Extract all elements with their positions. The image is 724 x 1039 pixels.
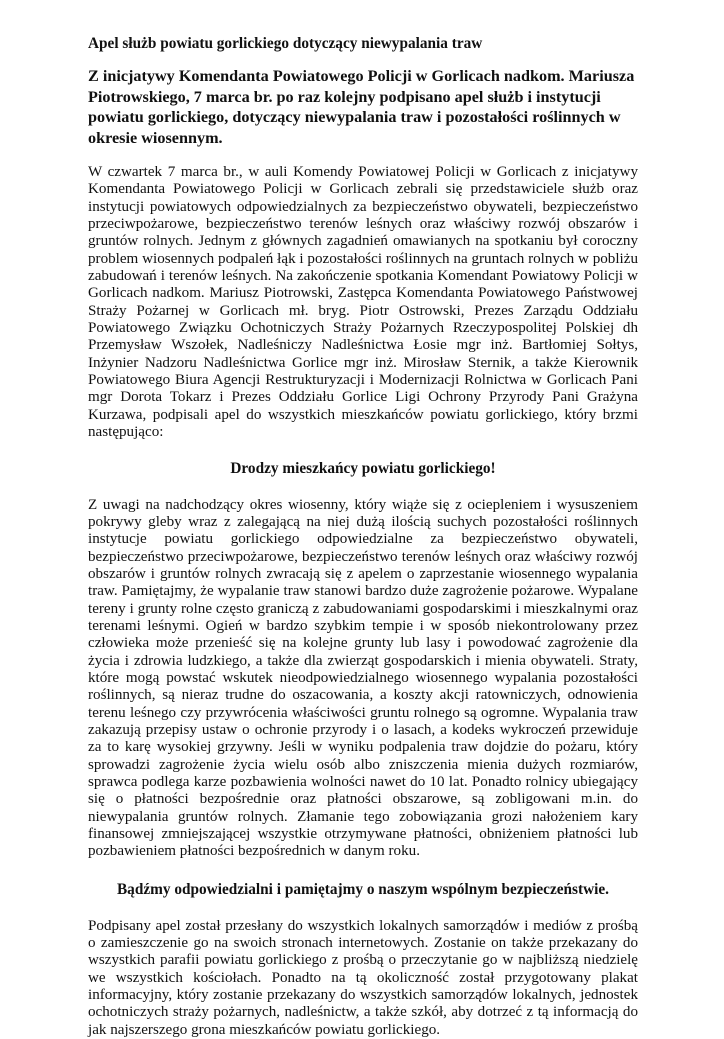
appeal-salutation: Drodzy mieszkańcy powiatu gorlickiego!	[230, 459, 496, 477]
lead-paragraph: Z inicjatywy Komendanta Powiatowego Policji w Gorlicach nadkom. Mariusza Piotrowskiego, 7 marca br. po raz kolejny podpisano apel służb i instytucji powiatu gorlickiego, dotyczący niewypalania traw i pozostałości roślinnych w okresie wiosennym.	[88, 67, 635, 147]
document-title: Apel służb powiatu gorlickiego dotyczący niewypalania traw	[88, 35, 483, 52]
body-paragraph-appeal: Z uwagi na nadchodzący okres wiosenny, który wiąże się z ociepleniem i wysuszeniem pokrywy gleby wraz z zalegającą na niej dużą ilością suchych pozostałości roślinnych instytucje powiatu gorlickiego odpowiedzialne za bezpieczeństwo obywateli, bezpieczeństwo przeciwpożarowe, bezpieczeństwo terenów leśnych oraz właściwy rozwój obszarów i gruntów rolnych zwracają się z apelem o zaprzestanie wiosennego wypalania traw. Pamiętajmy, że wypalanie traw stanowi bardzo duże zagrożenie pożarowe. Wypalane tereny i grunty rolne często graniczą z zabudowaniami gospodarskimi i mieszkalnymi oraz terenami leśnymi. Ogień w bardzo szybkim tempie i w sposób niekontrolowany przez człowieka może przenieść się na kolejne grunty lub lasy i powodować zagrożenie dla życia i zdrowia ludzkiego, a także dla zwierząt gospodarskich i mienia obywateli. Straty, które mogą powstać wskutek nieodpowiedzialnego wiosennego wypalania pozostałości roślinnych, są nieraz trudne do oszacowania, a koszty akcji ratowniczych, odnowienia terenu leśnego czy przywrócenia właściwości gruntu rolnego są ogromne. Wypalania traw zakazują przepisy ustaw o ochronie przyrody i o lasach, a kodeks wykroczeń przewiduje za to karę wysokiej grzywny. Jeśli w wyniku podpalenia traw dojdzie do pożaru, który sprowadzi zagrożenie życia wielu osób albo zniszczenia mienia dużych rozmiarów, sprawca podlega karze pozbawienia wolności nawet do 10 lat. Ponadto rolnicy ubiegający się o płatności bezpośrednie oraz płatności obszarowe, są zobligowani m.in. do niewypalania gruntów rolnych. Złamanie tego zobowiązania grozi nałożeniem kary finansowej zmniejszającej wszystkie otrzymywane płatności, obniżeniem płatności lub pozbawieniem płatności bezpośrednich w danym roku.	[88, 496, 638, 860]
body-paragraph-meeting: W czwartek 7 marca br., w auli Komendy Powiatowej Policji w Gorlicach z inicjatywy Komendanta Powiatowego Policji w Gorlicach zebrali się przedstawiciele służb oraz instytucji powiatowych odpowiedzialnych za bezpieczeństwo obywateli, bezpieczeństwo przeciwpożarowe, bezpieczeństwo terenów leśnych oraz właściwy rozwój obszarów i gruntów rolnych. Jednym z głównych zagadnień omawianych na spotkaniu był coroczny problem wiosennych podpaleń łąk i pozostałości roślinnych na gruntach rolnych w pobliżu zabudowań i terenów leśnych. Na zakończenie spotkania Komendant Powiatowy Policji w Gorlicach nadkom. Mariusz Piotrowski, Zastępca Komendanta Powiatowego Państwowej Straży Pożarnej w Gorlicach mł. bryg. Piotr Ostrowski, Prezes Zarządu Oddziału Powiatowego Związku Ochotniczych Straży Pożarnych Rzeczypospolitej Polskiej dh Przemysław Wszołek, Nadleśniczy Nadleśnictwa Łosie mgr inż. Bartłomiej Sołtys, Inżynier Nadzoru Nadleśnictwa Gorlice mgr inż. Mirosław Sternik, a także Kierownik Powiatowego Biura Agencji Restrukturyzacji i Modernizacji Rolnictwa w Gorlicach Pani mgr Dorota Tokarz i Prezes Oddziału Gorlice Ligi Ochrony Przyrody Pani Grażyna Kurzawa, podpisali apel do wszystkich mieszkańców powiatu gorlickiego, który brzmi następująco:	[88, 164, 638, 441]
appeal-closing: Bądźmy odpowiedzialni i pamiętajmy o naszym wspólnym bezpieczeństwie.	[116, 880, 610, 898]
body-paragraph-distribution: Podpisany apel został przesłany do wszystkich lokalnych samorządów i mediów z prośbą o zamieszczenie go na swoich stronach internetowych. Zostanie on także przekazany do wszystkich parafii powiatu gorlickiego z prośbą o przeczytanie go w najbliższą niedzielę we wszystkich kościołach. Ponadto na tą okoliczność został przygotowany plakat informacyjny, który zostanie przekazany do wszystkich samorządów lokalnych, jednostek ochotniczych straży pożarnych, nadleśnictw, a także szkół, aby dotrzeć z tą informacją do jak najszerszego grona mieszkańców powiatu gorlickiego.	[88, 917, 638, 1038]
document-page	[88, 34, 638, 1039]
